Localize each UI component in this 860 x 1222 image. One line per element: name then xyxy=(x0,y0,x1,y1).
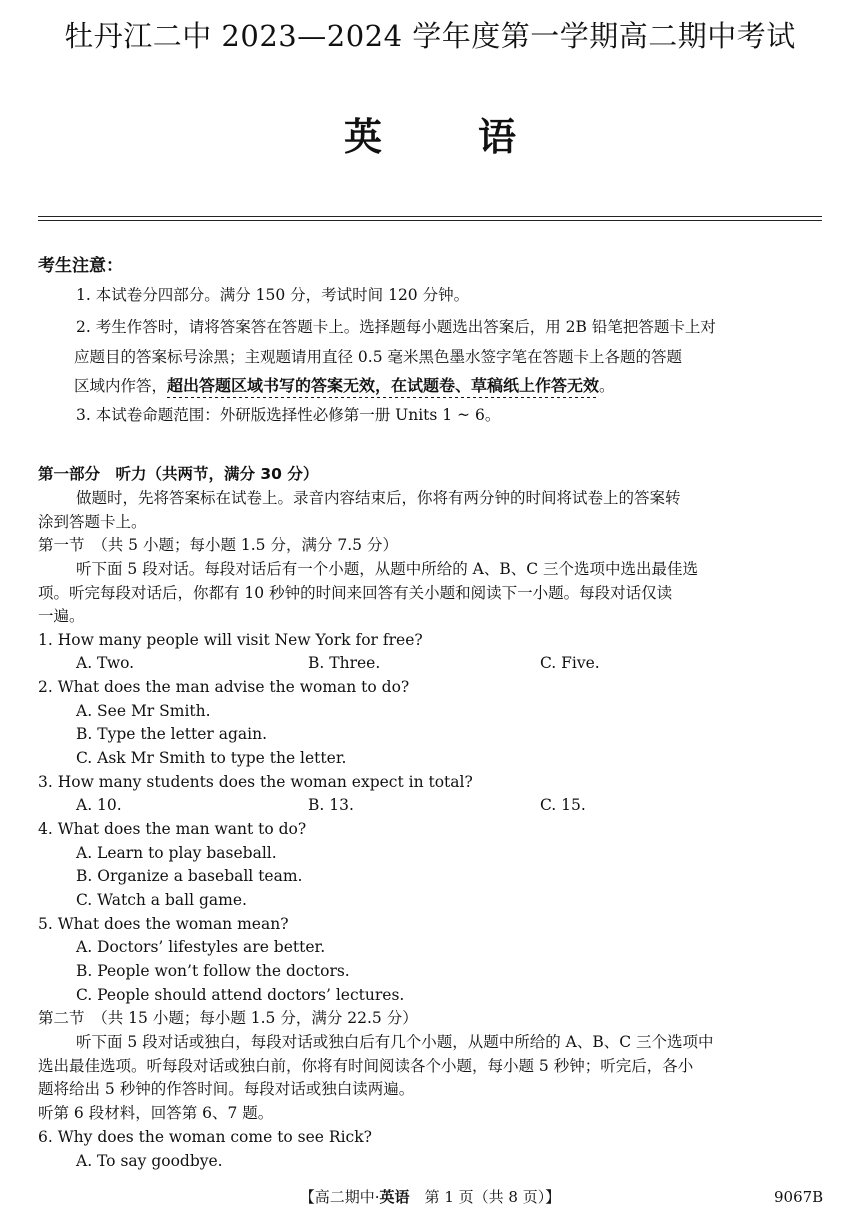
question-1: 1. How many people will visit New York for free? xyxy=(38,631,423,649)
page-footer xyxy=(0,1186,860,1208)
notice-item-1: 1. 本试卷分四部分。满分 150 分，考试时间 120 分钟。 xyxy=(76,286,470,304)
section2-intro: 题将给出 5 秒钟的作答时间。每段对话或独白读两遍。 xyxy=(38,1080,415,1098)
footer-page: 第 1 页（共 8 页）】 xyxy=(409,1188,561,1206)
subject-title: 英语 xyxy=(343,115,612,159)
section1-heading: 第一节 （共 5 小题；每小题 1.5 分，满分 7.5 分） xyxy=(38,536,398,554)
section1-intro: 一遍。 xyxy=(38,607,85,625)
notice-text: 区域内作答， xyxy=(74,377,168,395)
option-a: A. Two. xyxy=(76,654,135,672)
option-b: B. Organize a baseball team. xyxy=(76,867,303,885)
option-a: A. See Mr Smith. xyxy=(76,702,211,720)
option-a: A. Learn to play baseball. xyxy=(76,844,277,862)
option-c: C. 15. xyxy=(540,796,586,814)
question-4: 4. What does the man want to do? xyxy=(38,820,307,838)
option-c: C. Watch a ball game. xyxy=(76,891,247,909)
notice-item-3: 3. 本试卷命题范围：外研版选择性必修第一册 Units 1 ~ 6。 xyxy=(76,406,501,424)
option-c: C. People should attend doctors’ lectures. xyxy=(76,986,405,1004)
option-b: B. Type the letter again. xyxy=(76,725,268,743)
option-a: A. 10. xyxy=(76,796,122,814)
section1-intro: 听下面 5 段对话。每段对话后有一个小题，从题中所给的 A、B、C 三个选项中选出最佳选 xyxy=(76,560,699,578)
notice-item-2: 2. 考生作答时，请将答案答在答题卡上。选择题每小题选出答案后，用 2B 铅笔把答题卡上对 xyxy=(76,318,716,336)
part1-intro: 做题时，先将答案标在试卷上。录音内容结束后，你将有两分钟的时间将试卷上的答案转 xyxy=(76,489,681,507)
emphasis-text: 超出答题区域书写的答案无效，在试题卷、草稿纸上作答无效 xyxy=(167,376,600,395)
footer-subject: 英语 xyxy=(379,1188,410,1206)
section2-intro: 选出最佳选项。听每段对话或独白前，你将有时间阅读各个小题，每小题 5 秒钟；听完后，各小 xyxy=(38,1057,694,1075)
notice-item-2-cont xyxy=(74,374,824,398)
question-2: 2. What does the man advise the woman to do? xyxy=(38,678,410,696)
footer-text: 【高二期中· xyxy=(299,1188,380,1206)
paper-code: 9067B xyxy=(774,1188,824,1206)
option-b: B. People won’t follow the doctors. xyxy=(76,962,350,980)
option-b: B. 13. xyxy=(308,796,354,814)
question-6: 6. Why does the woman come to see Rick? xyxy=(38,1128,372,1146)
option-c: C. Five. xyxy=(540,654,600,672)
exam-title: 牡丹江二中 2023—2024 学年度第一学期高二期中考试 xyxy=(64,19,796,53)
part1-intro: 涂到答题卡上。 xyxy=(38,513,147,531)
notice-text: 。 xyxy=(599,377,615,395)
option-a: A. To say goodbye. xyxy=(76,1152,223,1170)
divider-line xyxy=(38,216,822,217)
notice-title: 考生注意： xyxy=(38,256,123,276)
section2-heading: 第二节 （共 15 小题；每小题 1.5 分，满分 22.5 分） xyxy=(38,1009,418,1027)
divider-line xyxy=(38,220,822,221)
part1-heading: 第一部分 听力（共两节，满分 30 分） xyxy=(38,465,319,483)
option-b: B. Three. xyxy=(308,654,381,672)
option-c: C. Ask Mr Smith to type the letter. xyxy=(76,749,347,767)
notice-item-2-cont: 应题目的答案标号涂黑；主观题请用直径 0.5 毫米黑色墨水签字笔在答题卡上各题的答题 xyxy=(74,348,683,366)
material-note: 听第 6 段材料，回答第 6、7 题。 xyxy=(38,1104,274,1122)
section2-intro: 听下面 5 段对话或独白，每段对话或独白后有几个小题，从题中所给的 A、B、C 三个选项中 xyxy=(76,1033,714,1051)
section1-intro: 项。听完每段对话后，你都有 10 秒钟的时间来回答有关小题和阅读下一小题。每段对话仅读 xyxy=(38,584,673,602)
option-a: A. Doctors’ lifestyles are better. xyxy=(76,938,326,956)
question-3: 3. How many students does the woman expect in total? xyxy=(38,773,473,791)
question-5: 5. What does the woman mean? xyxy=(38,915,289,933)
